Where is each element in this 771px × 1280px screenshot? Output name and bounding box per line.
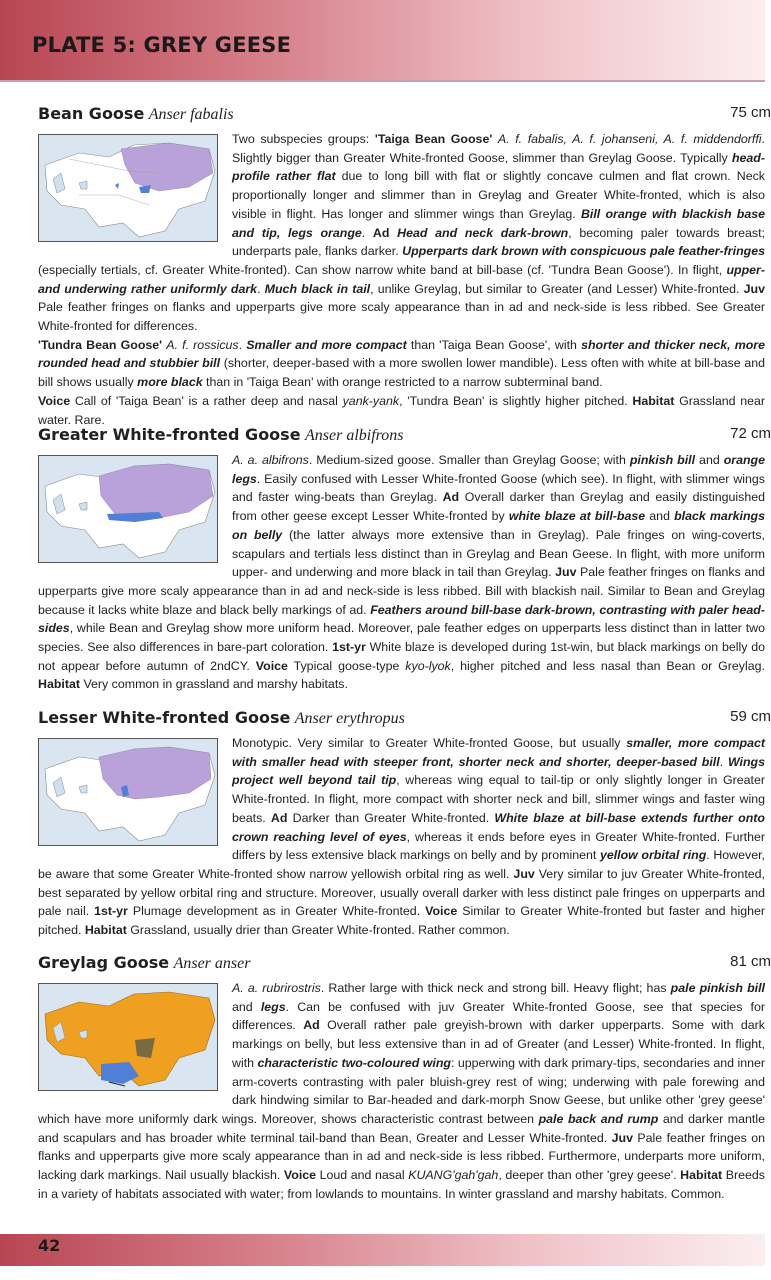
text-segment: Juv <box>555 565 577 580</box>
text-segment: A. f. rossicus <box>166 337 239 352</box>
description-paragraph <box>38 338 765 389</box>
species-header <box>38 953 771 979</box>
text-segment: , deeper than other 'grey geese'. <box>498 1168 681 1183</box>
range-map-graphic <box>39 739 217 845</box>
text-segment: white blaze at bill-base <box>508 509 646 524</box>
text-segment: Very common in grassland and marshy habitats. <box>80 677 348 692</box>
range-map <box>38 134 218 242</box>
text-segment: characteristic two-coloured wing <box>257 1055 451 1070</box>
text-segment: , whereas it ends before eyes in Greater White-fronted. Further differs by less extensive black markings on belly and by prominent <box>232 829 765 863</box>
range-map <box>38 983 218 1091</box>
species-name: Bean Goose <box>38 104 145 123</box>
text-segment: Ad <box>442 490 460 505</box>
text-segment: Habitat <box>84 923 127 938</box>
text-segment: . However, be aware that some Greater White-fronted show narrow yellowish orbital ring as well. <box>38 848 765 881</box>
text-segment: black markings on belly <box>232 509 765 542</box>
text-segment: 'Taiga Bean Goose' <box>374 132 493 146</box>
text-segment: pale back and rump <box>538 1111 659 1126</box>
text-segment: Darker than Greater White-fronted. <box>287 810 495 825</box>
text-segment: Pale feather fringes on flanks and upperparts give more scaly appearance than in ad and neck-side is less ribbed. Furthermore, underparts more uniform, lacking dark markings. Nail usually blackish. <box>38 1130 766 1183</box>
text-segment: Plumage development as in Greater White-fronted. <box>127 904 426 919</box>
text-segment: Typical goose-type <box>287 658 406 673</box>
species-entry-bean-goose <box>38 104 771 429</box>
text-segment: Loud and nasal <box>316 1168 409 1183</box>
text-segment: , while Bean and Greylag show more uniform head. Moreover, pale feather edges on upperparts less distinct than in latter two species. See also differences in bare-part coloration. <box>38 621 765 655</box>
text-segment <box>389 226 397 240</box>
text-segment: Habitat <box>632 393 675 408</box>
text-segment: . <box>361 225 373 240</box>
text-segment: . Medium-sized goose. Smaller than Greylag Goose; with <box>308 453 630 467</box>
species-entry-greylag-goose <box>38 953 771 1203</box>
text-segment: . Slightly bigger than Greater White-fronted Goose, slimmer than Greylag Goose. Typically <box>232 132 765 165</box>
species-scientific-name: Anser anser <box>173 955 251 972</box>
text-segment: Voice <box>38 393 71 408</box>
species-name: Lesser White-fronted Goose <box>38 708 291 727</box>
text-segment: Breeds in a variety of habitats associated with water; from lowlands to mountains. In winter grassland and marshy habitats. Common. <box>38 1168 765 1201</box>
species-scientific-name: Anser erythropus <box>294 710 405 727</box>
text-segment: yellow orbital ring <box>599 848 707 863</box>
text-segment: Bill orange with blackish base and tip, legs orange <box>232 206 765 240</box>
range-map-graphic <box>39 984 217 1090</box>
species-name: Greater White-fronted Goose <box>38 425 301 444</box>
text-segment: Wings project well beyond tail tip <box>232 754 765 788</box>
text-segment: 1st-yr <box>332 640 366 655</box>
text-segment: Overall darker than Greylag and easily distinguished from other geese except Lesser White-fronted by <box>232 490 765 524</box>
range-map-graphic <box>39 135 217 241</box>
range-map <box>38 455 218 563</box>
range-map <box>38 738 218 846</box>
text-segment: Voice <box>425 904 458 919</box>
text-segment: Juv <box>611 1130 633 1145</box>
species-entry-greater-white-fronted-goose <box>38 425 771 694</box>
text-segment: more black <box>137 375 203 390</box>
text-segment: Voice <box>255 658 288 673</box>
text-segment: and <box>695 453 724 467</box>
text-segment: Much black in tail <box>264 281 371 296</box>
text-segment: and <box>232 999 261 1014</box>
text-segment: . Rather large with thick neck and strong bill. Heavy flight; has <box>320 981 671 995</box>
text-segment: Call of 'Taiga Bean' is a rather deep and nasal <box>70 393 343 408</box>
text-segment: Voice <box>283 1168 317 1183</box>
species-size: 72 cm <box>730 425 771 442</box>
text-segment: smaller, more compact with smaller head with steeper front, shorter neck and shorter, deeper-based bill <box>232 736 765 769</box>
text-segment: Ad <box>270 810 288 825</box>
text-segment: Very similar to juv Greater White-fronted, best separated by yellow orbital ring and structure. Moreover, usually overall darker with less distinct pale fringes on upperparts and pale nail. <box>38 866 765 919</box>
range-map-graphic <box>39 456 217 562</box>
species-header <box>38 425 771 451</box>
page-footer-bar <box>0 1234 765 1266</box>
text-segment: Ad <box>372 225 390 240</box>
text-segment: and <box>645 509 675 524</box>
text-segment: . Easily confused with Lesser White-fronted Goose (which see). In flight, with slimmer wings and faster wing-beats than Greylag. <box>232 471 765 505</box>
text-segment: Overall rather pale greyish-brown with darker upperparts. Some with dark markings on belly, but less extensive than in ad of Greater (and Lesser) White-fronted. In flight, with <box>232 1018 765 1070</box>
text-segment: shorter and thicker neck, more rounded head and stubbier bill <box>38 337 766 371</box>
text-segment: orange legs <box>232 453 766 486</box>
text-segment: Pale feather fringes on flanks and upperparts give more scaly appearance than in ad and neck-side is less ribbed. Bill with blackish nail. Similar to Bean and Greylag because it lacks white blaze and black belly markings of ad. <box>38 565 765 617</box>
text-segment: (the latter always more extensive than in Greylag). Pale fringes on wing-coverts, scapulars and tertials less distinct than in Greylag and Bean Geese. In flight, with more uniform upper- and underwing and more black in tail than Greylag. <box>232 527 765 580</box>
species-size: 81 cm <box>730 953 771 970</box>
text-segment: legs <box>260 999 286 1014</box>
text-segment: A. a. albifrons <box>232 453 309 467</box>
species-header <box>38 104 771 130</box>
text-segment: , becoming paler towards breast; underparts pale, flanks darker. <box>232 225 765 259</box>
text-segment: . Can be confused with juv Greater White-fronted Goose, see that species for differences. <box>232 999 765 1033</box>
species-scientific-name: Anser albifrons <box>305 427 404 444</box>
plate-title: PLATE 5: GREY GEESE <box>32 33 292 57</box>
text-segment: Two subspecies groups: <box>232 132 375 146</box>
species-scientific-name: Anser fabalis <box>148 106 234 123</box>
text-segment: Similar to Greater White-fronted but faster and higher pitched. <box>38 904 765 938</box>
text-segment: (shorter, deeper-based with a more swollen lower mandible). Less often with white at bill-base and bill shows usually <box>38 356 765 390</box>
text-segment: Habitat <box>38 677 80 692</box>
text-segment: . <box>719 754 728 769</box>
text-segment: Juv <box>743 281 766 296</box>
text-segment: , unlike Greylag, but similar to Greater (and Lesser) White-fronted. <box>370 281 744 296</box>
text-segment: Smaller and more compact <box>246 337 407 352</box>
text-segment: . <box>257 281 265 296</box>
text-segment: White blaze at bill-base extends further onto crown reaching level of eyes <box>232 810 765 844</box>
species-header <box>38 708 771 734</box>
text-segment: Grassland, usually drier than Greater White-fronted. Rather common. <box>126 923 510 938</box>
species-size: 75 cm <box>730 104 771 121</box>
description-paragraph <box>38 394 765 427</box>
text-segment: kyo-lyok <box>405 658 451 673</box>
text-segment: pinkish bill <box>629 453 696 467</box>
text-segment: , higher pitched and less nasal than Bean or Greylag. <box>450 658 765 673</box>
page-number: 42 <box>38 1236 61 1255</box>
text-segment: White blaze is developed during 1st-win, but black markings on belly do not appear before autumn of 2ndCY. <box>38 640 765 673</box>
text-segment: 'Tundra Bean Goose' <box>38 337 163 352</box>
text-segment: upper- and underwing rather uniformly dark <box>38 262 765 296</box>
text-segment: . <box>238 337 247 352</box>
text-segment: (especially tertials, cf. Greater White-fronted). Can show narrow white band at bill-base (cf. 'Tundra Bean Goose'). In flight, <box>38 262 727 277</box>
text-segment: Habitat <box>680 1168 723 1183</box>
text-segment: A. f. fabalis, A. f. johanseni, A. f. middendorffi <box>497 132 762 146</box>
text-segment: A. a. rubrirostris <box>232 981 321 995</box>
text-segment: , 'Tundra Bean' is slightly higher pitched. <box>399 393 633 408</box>
text-segment: 1st-yr <box>94 904 128 919</box>
text-segment: KUANG'gah'gah <box>408 1168 499 1183</box>
text-segment: Pale feather fringes on flanks and upperparts give more scaly appearance than in ad and neck-side is less ribbed. See Greater White-fronted for differences. <box>38 300 765 334</box>
text-segment: than 'Taiga Bean Goose', with <box>406 337 582 352</box>
text-segment: Juv <box>513 866 535 881</box>
text-segment: head-profile rather flat <box>232 150 765 184</box>
species-entry-lesser-white-fronted-goose <box>38 708 771 940</box>
text-segment: and darker mantle and scapulars and has broader white terminal tail-band than Bean, Greater and Lesser White-fronted. <box>38 1111 766 1145</box>
text-segment: pale pinkish bill <box>670 981 765 995</box>
text-segment: Feathers around bill-base dark-brown, contrasting with paler head-sides <box>38 602 766 636</box>
text-segment: than in 'Taiga Bean' with orange restricted to a narrow subterminal band. <box>202 375 603 390</box>
text-segment: Upperparts dark brown with conspicuous pale feather-fringes <box>402 244 765 259</box>
text-segment: : upperwing with dark primary-tips, secondaries and inner arm-coverts contrasting with paler bluish-grey rest of wing; underwing with pale forewing and dark hindwing similar to Bar-headed and dark-morph Snow Geese, but unlike other 'grey geese' which have more uniformly dark wings. Moreover, shows characteristic contrast between <box>38 1055 766 1126</box>
text-segment: Ad <box>303 1018 320 1033</box>
text-segment: yank-yank <box>342 393 400 408</box>
text-segment: Head and neck dark-brown <box>397 225 569 240</box>
text-segment: , whereas wing equal to tail-tip or only slightly longer in Greater White-fronted. In flight, more compact with shorter neck and bill, slimmer wings and faster wing beats. <box>232 773 766 825</box>
text-segment: Monotypic. Very similar to Greater White-fronted Goose, but usually <box>232 736 627 750</box>
species-size: 59 cm <box>730 708 771 725</box>
plate-banner <box>0 0 765 82</box>
species-name: Greylag Goose <box>38 953 170 972</box>
text-segment: Grassland near water. Rare. <box>38 393 766 427</box>
text-segment: due to long bill with flat or slightly concave culmen and flat crown. Neck proportionally longer and slimmer than in Greylag and Greater White-fronted, which is also visible in flight. Has longer and slimmer wings than Greylag. <box>232 169 765 221</box>
